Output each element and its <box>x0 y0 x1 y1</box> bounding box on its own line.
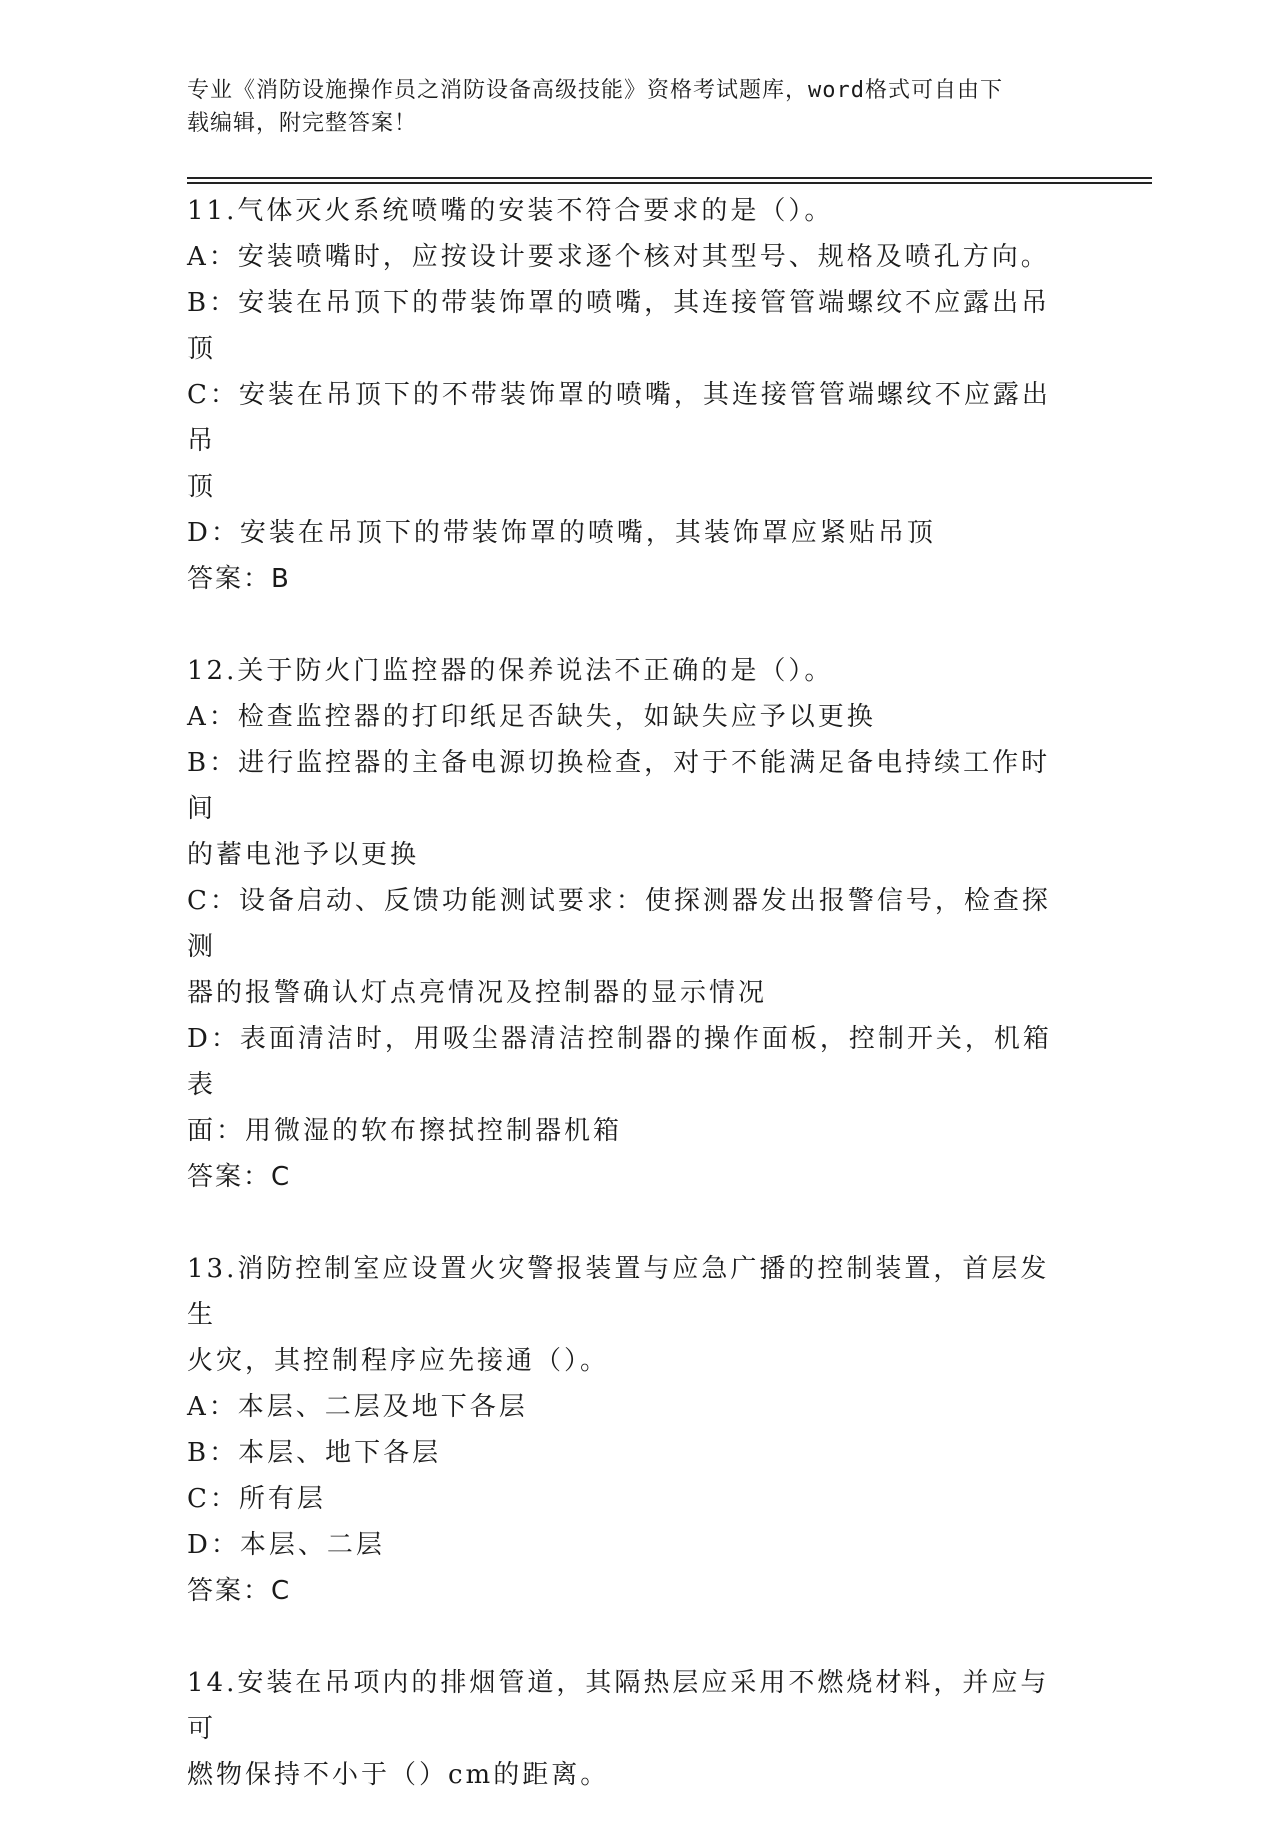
header-line-1: 专业《消防设施操作员之消防设备高级技能》资格考试题库，word格式可自由下 <box>187 78 1003 103</box>
document-header <box>187 74 1087 140</box>
question-block <box>187 1660 1072 1798</box>
answer-option: D：安装在吊顶下的带装饰罩的喷嘴，其装饰罩应紧贴吊顶 <box>187 518 936 548</box>
answer-option: C：所有层 <box>187 1484 326 1514</box>
answer-option: D：表面清洁时，用吸尘器清洁控制器的操作面板，控制开关，机箱表 <box>187 1024 1052 1100</box>
header-line-2: 载编辑，附完整答案！ <box>187 111 418 136</box>
answer-option: 顶 <box>187 472 217 502</box>
answer-option: A：安装喷嘴时，应按设计要求逐个核对其型号、规格及喷孔方向。 <box>187 242 1050 272</box>
question-block <box>187 648 1072 1200</box>
answer-option: C：安装在吊顶下的不带装饰罩的喷嘴，其连接管管端螺纹不应露出吊 <box>187 380 1051 456</box>
header-divider-bottom <box>187 182 1152 184</box>
question-stem: 12.关于防火门监控器的保养说法不正确的是（）。 <box>187 656 834 686</box>
answer-option: B：安装在吊顶下的带装饰罩的喷嘴，其连接管管端螺纹不应露出吊顶 <box>187 288 1051 364</box>
answer-option: B：本层、地下各层 <box>187 1438 442 1468</box>
question-stem: 13.消防控制室应设置火灾警报装置与应急广播的控制装置，首层发生 <box>187 1254 1050 1330</box>
question-stem: 11.气体灭火系统喷嘴的安装不符合要求的是（）。 <box>187 196 834 226</box>
question-list <box>187 188 1072 1844</box>
answer-option: 的蓄电池予以更换 <box>187 840 420 870</box>
answer-key: 答案：B <box>187 564 291 594</box>
answer-option: 器的报警确认灯点亮情况及控制器的显示情况 <box>187 978 768 1008</box>
answer-option: 面：用微湿的软布擦拭控制器机箱 <box>187 1116 623 1146</box>
answer-option: D：本层、二层 <box>187 1530 385 1560</box>
question-stem: 燃物保持不小于（）cm的距离。 <box>187 1760 610 1790</box>
answer-option: B：进行监控器的主备电源切换检查，对于不能满足备电持续工作时间 <box>187 748 1051 824</box>
question-block <box>187 188 1072 602</box>
answer-key: 答案：C <box>187 1162 292 1192</box>
answer-key: 答案：C <box>187 1576 292 1606</box>
header-divider-top <box>187 177 1152 179</box>
question-stem: 火灾，其控制程序应先接通（）。 <box>187 1346 610 1376</box>
question-block <box>187 1246 1072 1614</box>
answer-option: A：检查监控器的打印纸足否缺失，如缺失应予以更换 <box>187 702 876 732</box>
answer-option: A：本层、二层及地下各层 <box>187 1392 528 1422</box>
question-stem: 14.安装在吊项内的排烟管道，其隔热层应采用不燃烧材料，并应与可 <box>187 1668 1050 1744</box>
answer-option: C：设备启动、反馈功能测试要求：使探测器发出报警信号，检查探测 <box>187 886 1051 962</box>
